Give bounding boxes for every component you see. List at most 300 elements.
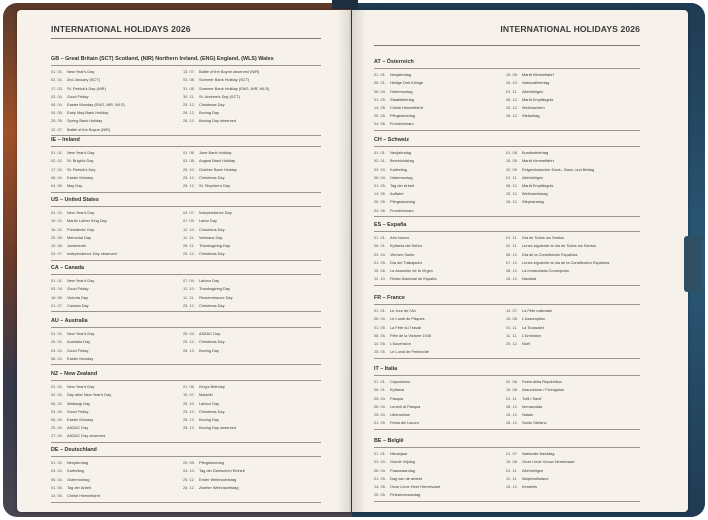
holiday-date: 01. 01. [51, 278, 63, 284]
holiday-date: 03. 08. [183, 77, 195, 83]
holiday-column [506, 307, 640, 356]
holiday-row [51, 241, 183, 249]
holiday-name: Spring Bank Holiday [67, 118, 103, 124]
holiday-name: L'Ascension [390, 340, 411, 346]
holiday-row [183, 76, 321, 84]
holiday-row [183, 483, 321, 491]
holiday-date: 01. 01. [374, 308, 386, 314]
holiday-row [374, 339, 506, 347]
holiday-date: 01. 01. [51, 460, 63, 466]
section-divider [374, 375, 640, 376]
holiday-name: Heilige Drei Könige [390, 80, 424, 86]
holiday-date: 26. 12. [183, 182, 195, 188]
holiday-row [374, 120, 506, 128]
holiday-name: Battle of the Boyne observed (NIR) [199, 69, 260, 75]
holiday-row [51, 399, 183, 407]
holiday-date: 31. 08. [183, 85, 195, 91]
section-header: AT – Österreich [374, 59, 414, 65]
holiday-name: Año Nuevo [390, 235, 410, 241]
holiday-date: 15. 08. [506, 158, 518, 164]
holiday-row [183, 117, 321, 125]
holiday-row [183, 415, 321, 423]
holiday-row [506, 466, 640, 474]
holiday-name: Kerstmis [522, 483, 538, 489]
holiday-date: 28. 12. [183, 118, 195, 124]
holiday-row [183, 293, 321, 301]
holiday-row [506, 198, 640, 206]
holiday-name: St. Patrick's Day [67, 166, 96, 172]
holiday-name: Nationale feestdag [522, 451, 555, 457]
holiday-row [374, 402, 506, 410]
section-bottom-divider [51, 192, 321, 193]
holiday-name: New Year's Day [67, 210, 95, 216]
holiday-date: 01. 05. [374, 475, 386, 481]
holiday-name: Canada Day [67, 302, 89, 308]
holiday-date: 11. 11. [183, 234, 195, 240]
section-divider [374, 304, 640, 305]
holiday-row [374, 450, 506, 458]
holiday-row [183, 68, 321, 76]
holiday-row [506, 112, 640, 120]
holiday-row [51, 125, 183, 133]
holiday-date: 01. 01. [51, 150, 63, 156]
holiday-date: 04. 06. [374, 121, 386, 127]
holiday-section [51, 447, 321, 504]
holiday-row [183, 100, 321, 108]
holiday-name: Martin Luther King Day [67, 218, 107, 224]
holiday-date: 01. 11. [506, 88, 518, 94]
holiday-date: 03. 04. [51, 347, 63, 353]
holiday-name: Easter Monday [67, 174, 94, 180]
holiday-row [374, 103, 506, 111]
holiday-column [374, 149, 506, 215]
holiday-row [183, 217, 321, 225]
holiday-name: Fronleichnam [390, 121, 414, 127]
holiday-date: 11. 11. [506, 332, 518, 338]
holiday-date: 06. 01. [374, 387, 386, 393]
holiday-name: Viernes Santo [390, 251, 415, 257]
holiday-name: Neujahrstag [390, 150, 411, 156]
holiday-date: 07. 09. [183, 278, 195, 284]
holiday-date: 26. 12. [506, 113, 518, 119]
holiday-date: 05. 04. [374, 395, 386, 401]
section-header: FR – France [374, 295, 405, 301]
holiday-row [506, 71, 640, 79]
holiday-date: 25. 12. [506, 483, 518, 489]
holiday-row [374, 157, 506, 165]
holiday-row [51, 209, 183, 217]
holiday-row [183, 277, 321, 285]
holiday-name: Good Friday [67, 286, 89, 292]
section-bottom-divider [51, 135, 321, 136]
holiday-name: Pasqua [390, 395, 404, 401]
holiday-date: 16. 02. [51, 226, 63, 232]
holiday-name: Tag der Deutschen Einheit [199, 468, 245, 474]
holiday-row [51, 68, 183, 76]
holiday-row [51, 491, 183, 499]
elastic-closure-band[interactable] [684, 236, 702, 292]
holiday-name: New Year's Day [67, 331, 95, 337]
holiday-row [51, 407, 183, 415]
holiday-name: Weihnachtstag [522, 191, 548, 197]
holiday-date: 18. 05. [51, 294, 63, 300]
holiday-row [506, 95, 640, 103]
holiday-column [183, 459, 321, 500]
holiday-section [374, 137, 640, 219]
holiday-row [51, 330, 183, 338]
holiday-name: Stephanstag [522, 199, 544, 205]
section-divider [51, 146, 321, 147]
holiday-name: Christmas Day [199, 339, 225, 345]
holiday-row [51, 92, 183, 100]
title-divider [51, 38, 321, 39]
holiday-row [183, 399, 321, 407]
holiday-date: 19. 01. [51, 218, 63, 224]
holiday-date: 06. 01. [374, 243, 386, 249]
holiday-date: 01. 06. [183, 150, 195, 156]
holiday-date: 13. 07. [183, 69, 195, 75]
holiday-row [183, 391, 321, 399]
holiday-row [506, 378, 640, 386]
holiday-date: 06. 04. [51, 174, 63, 180]
holiday-date: 25. 12. [183, 101, 195, 107]
holiday-column [51, 209, 183, 258]
page-title: INTERNATIONAL HOLIDAYS 2026 [500, 24, 640, 34]
holiday-name: Zweiter Weihnachtstag [199, 484, 239, 490]
spine-shadow [352, 10, 366, 512]
holiday-name: Early May Bank Holiday [67, 110, 109, 116]
holiday-date: 02. 11. [506, 243, 518, 249]
holiday-section [374, 59, 640, 133]
holiday-date: 25. 05. [51, 118, 63, 124]
holiday-name: Nieuwjaar [390, 451, 408, 457]
holiday-date: 26. 12. [183, 484, 195, 490]
holiday-date: 25. 12. [506, 340, 518, 346]
holiday-date: 26. 12. [506, 199, 518, 205]
holiday-date: 12. 10. [183, 226, 195, 232]
holiday-name: New Year's Day [67, 384, 95, 390]
holiday-row [51, 117, 183, 125]
holiday-date: 12. 10. [183, 286, 195, 292]
holiday-name: Fiesta Nacional de España [390, 276, 437, 282]
holiday-row [374, 482, 506, 490]
holiday-name: Tag der Arbeit [67, 484, 92, 490]
holiday-date: 02. 01. [51, 392, 63, 398]
holiday-date: 06. 04. [51, 416, 63, 422]
holiday-row [51, 432, 183, 440]
holiday-date: 25. 12. [183, 339, 195, 345]
holiday-name: Boxing Day [199, 110, 219, 116]
holiday-row [506, 323, 640, 331]
holiday-date: 06. 04. [374, 403, 386, 409]
holiday-row [183, 165, 321, 173]
holiday-date: 06. 04. [374, 88, 386, 94]
holiday-row [374, 275, 506, 283]
section-bottom-divider [51, 502, 321, 503]
holiday-date: 15. 08. [506, 387, 518, 393]
holiday-date: 21. 07. [506, 451, 518, 457]
holiday-name: Festa della Repubblica [522, 379, 562, 385]
holiday-row [374, 458, 506, 466]
holiday-name: Christmas Day [199, 302, 225, 308]
holiday-row [183, 338, 321, 346]
section-bottom-divider [374, 216, 640, 217]
holiday-row [374, 112, 506, 120]
holiday-row [51, 84, 183, 92]
holiday-date: 14. 05. [51, 492, 63, 498]
holiday-date: 26. 10. [183, 166, 195, 172]
section-header: CH – Schweiz [374, 137, 410, 143]
holiday-name: Pfingstmontag [199, 460, 224, 466]
holiday-date: 06. 04. [374, 174, 386, 180]
holiday-name: Mariä Empfängnis [522, 182, 554, 188]
holiday-name: King's Birthday [199, 384, 225, 390]
holiday-name: Neujahrstag [67, 460, 88, 466]
spine-shadow [337, 10, 351, 512]
section-bottom-divider [51, 364, 321, 365]
holiday-date: 07. 09. [183, 218, 195, 224]
holiday-name: May Day [67, 182, 83, 188]
holiday-row [183, 173, 321, 181]
holiday-date: 01. 01. [374, 72, 386, 78]
section-divider [374, 447, 640, 448]
holiday-row [506, 157, 640, 165]
section-bottom-divider [374, 285, 640, 286]
holiday-date: 04. 06. [374, 207, 386, 213]
holiday-date: 20. 09. [506, 166, 518, 172]
holiday-name: Independence Day observed [67, 251, 117, 257]
holiday-date: 15. 08. [506, 72, 518, 78]
holiday-date: 03. 04. [374, 251, 386, 257]
holiday-date: 02. 01. [51, 77, 63, 83]
section-bottom-divider [51, 260, 321, 261]
holiday-row [506, 149, 640, 157]
holiday-row [506, 474, 640, 482]
holiday-column [51, 277, 183, 310]
holiday-date: 14. 05. [374, 483, 386, 489]
holiday-row [51, 181, 183, 189]
holiday-date: 03. 04. [374, 166, 386, 172]
holiday-date: 25. 05. [374, 199, 386, 205]
holiday-name: La Toussaint [522, 324, 544, 330]
holiday-row [183, 475, 321, 483]
holiday-date: 25. 05. [374, 492, 386, 498]
holiday-row [51, 475, 183, 483]
holiday-row [374, 250, 506, 258]
holiday-column [51, 383, 183, 440]
holiday-date: 14. 05. [374, 104, 386, 110]
holiday-row [506, 331, 640, 339]
holiday-date: 03. 04. [51, 286, 63, 292]
holiday-row [183, 467, 321, 475]
holiday-date: 19. 06. [51, 242, 63, 248]
holiday-row [183, 330, 321, 338]
holiday-date: 01. 08. [506, 150, 518, 156]
holiday-row [183, 109, 321, 117]
holiday-row [51, 391, 183, 399]
holiday-row [51, 157, 183, 165]
holiday-name: Stefanitag [522, 113, 540, 119]
holiday-name: Pinkstermaandag [390, 492, 421, 498]
holiday-row [183, 181, 321, 189]
holiday-row [374, 206, 506, 214]
section-divider [51, 380, 321, 381]
holiday-row [374, 419, 506, 427]
holiday-column [183, 383, 321, 440]
holiday-date: 01. 06. [183, 384, 195, 390]
holiday-name: Juneteenth [67, 242, 87, 248]
holiday-name: Ostermontag [390, 88, 413, 94]
holiday-row [506, 165, 640, 173]
holiday-row [506, 250, 640, 258]
holiday-section [51, 56, 321, 138]
holiday-date: 26. 12. [506, 420, 518, 426]
holiday-date: 25. 05. [374, 113, 386, 119]
holiday-date: 10. 07. [183, 392, 195, 398]
holiday-name: Assunzione / Ferragosto [522, 387, 565, 393]
holiday-date: 26. 10. [506, 80, 518, 86]
holiday-row [506, 386, 640, 394]
holiday-date: 03. 07. [51, 251, 63, 257]
holiday-column [374, 378, 506, 427]
holiday-section [51, 318, 321, 367]
holiday-section [374, 222, 640, 287]
section-divider [374, 146, 640, 147]
holiday-row [374, 266, 506, 274]
holiday-name: Festa del Lavoro [390, 420, 419, 426]
holiday-row [374, 165, 506, 173]
holiday-row [374, 348, 506, 356]
holiday-row [506, 307, 640, 315]
holiday-name: Ostermontag [390, 174, 413, 180]
holiday-name: Boxing Day observed [199, 118, 236, 124]
holiday-date: 08. 12. [506, 96, 518, 102]
holiday-date: 26. 12. [183, 416, 195, 422]
holiday-date: 26. 01. [51, 339, 63, 345]
holiday-row [183, 233, 321, 241]
holiday-date: 06. 01. [374, 80, 386, 86]
holiday-name: ANZAC Day observed [67, 433, 106, 439]
holiday-date: 25. 12. [506, 104, 518, 110]
holiday-name: Weihnachten [522, 104, 545, 110]
holiday-date: 06. 02. [51, 400, 63, 406]
holiday-name: Tutti i Santi [522, 395, 542, 401]
holiday-row [51, 149, 183, 157]
holiday-name: Karfreitag [390, 166, 407, 172]
holiday-name: Good Friday [67, 347, 89, 353]
section-header: US – United States [51, 197, 99, 203]
holiday-name: Wapenstilstand [522, 475, 549, 481]
holiday-date: 25. 12. [506, 276, 518, 282]
section-bottom-divider [374, 501, 640, 502]
holiday-row [506, 173, 640, 181]
holiday-name: Epifanía del Señor [390, 243, 423, 249]
holiday-date: 08. 12. [506, 403, 518, 409]
holiday-row [183, 285, 321, 293]
holiday-name: Noël [522, 340, 531, 346]
holiday-name: Liberazione [390, 411, 411, 417]
holiday-section [51, 265, 321, 314]
holiday-name: L'Assomption [522, 316, 546, 322]
holiday-row [506, 339, 640, 347]
holiday-row [374, 79, 506, 87]
holiday-date: 01. 11. [506, 324, 518, 330]
holiday-name: Capodanno [390, 379, 411, 385]
holiday-name: Christmas Day [199, 408, 225, 414]
right-page [352, 10, 688, 512]
holiday-row [51, 217, 183, 225]
holiday-column [506, 149, 640, 215]
holiday-row [183, 301, 321, 309]
holiday-date: 06. 04. [51, 101, 63, 107]
holiday-name: Día de Todos los Santos [522, 235, 565, 241]
section-bottom-divider [374, 358, 640, 359]
holiday-date: 12. 07. [51, 126, 63, 132]
holiday-row [506, 482, 640, 490]
holiday-name: La Inmaculada Concepción [522, 267, 570, 273]
holiday-date: 06. 04. [374, 316, 386, 322]
holiday-section [51, 137, 321, 194]
holiday-name: Día del Trabajador [390, 259, 423, 265]
holiday-name: Erster Weihnachtstag [199, 476, 237, 482]
holiday-name: Pfingstmontag [390, 113, 415, 119]
holiday-row [51, 285, 183, 293]
holiday-row [374, 331, 506, 339]
holiday-row [374, 474, 506, 482]
holiday-date: 06. 12. [506, 251, 518, 257]
holiday-column [183, 68, 321, 134]
holiday-date: 01. 01. [51, 384, 63, 390]
holiday-name: Berchtoldstag [390, 158, 414, 164]
section-divider [51, 327, 321, 328]
holiday-row [506, 258, 640, 266]
holiday-row [506, 266, 640, 274]
holiday-name: Christmas Day [199, 101, 225, 107]
holiday-date: 02. 02. [51, 158, 63, 164]
holiday-row [51, 301, 183, 309]
holiday-date: 08. 05. [374, 332, 386, 338]
holiday-name: Karfreitag [67, 468, 84, 474]
section-header: AU – Australia [51, 318, 88, 324]
section-header: NZ – New Zealand [51, 371, 98, 377]
holiday-row [183, 149, 321, 157]
holiday-row [51, 383, 183, 391]
holiday-date: 17. 03. [51, 166, 63, 172]
holiday-column [506, 234, 640, 283]
holiday-date: 03. 04. [51, 468, 63, 474]
holiday-row [374, 410, 506, 418]
holiday-row [51, 277, 183, 285]
holiday-name: Tag der Arbeit [390, 182, 415, 188]
holiday-row [506, 450, 640, 458]
holiday-name: Nationalfeiertag [522, 80, 550, 86]
holiday-name: St. Patrick's Day (NIR) [67, 85, 106, 91]
holiday-row [183, 383, 321, 391]
holiday-row [51, 467, 183, 475]
holiday-date: 15. 08. [374, 267, 386, 273]
holiday-name: Dag van de arbeid [390, 475, 422, 481]
holiday-date: 12. 10. [374, 276, 386, 282]
holiday-name: Mariä Empfängnis [522, 96, 554, 102]
holiday-name: Lunes siguiente al día de la Constitución Española [522, 259, 610, 265]
holiday-row [51, 165, 183, 173]
holiday-row [51, 424, 183, 432]
holiday-date: 01. 11. [506, 174, 518, 180]
holiday-name: Labor Day [199, 218, 217, 224]
holiday-name: Thanksgiving Day [199, 242, 230, 248]
holiday-date: 15. 08. [506, 316, 518, 322]
holiday-row [51, 354, 183, 362]
